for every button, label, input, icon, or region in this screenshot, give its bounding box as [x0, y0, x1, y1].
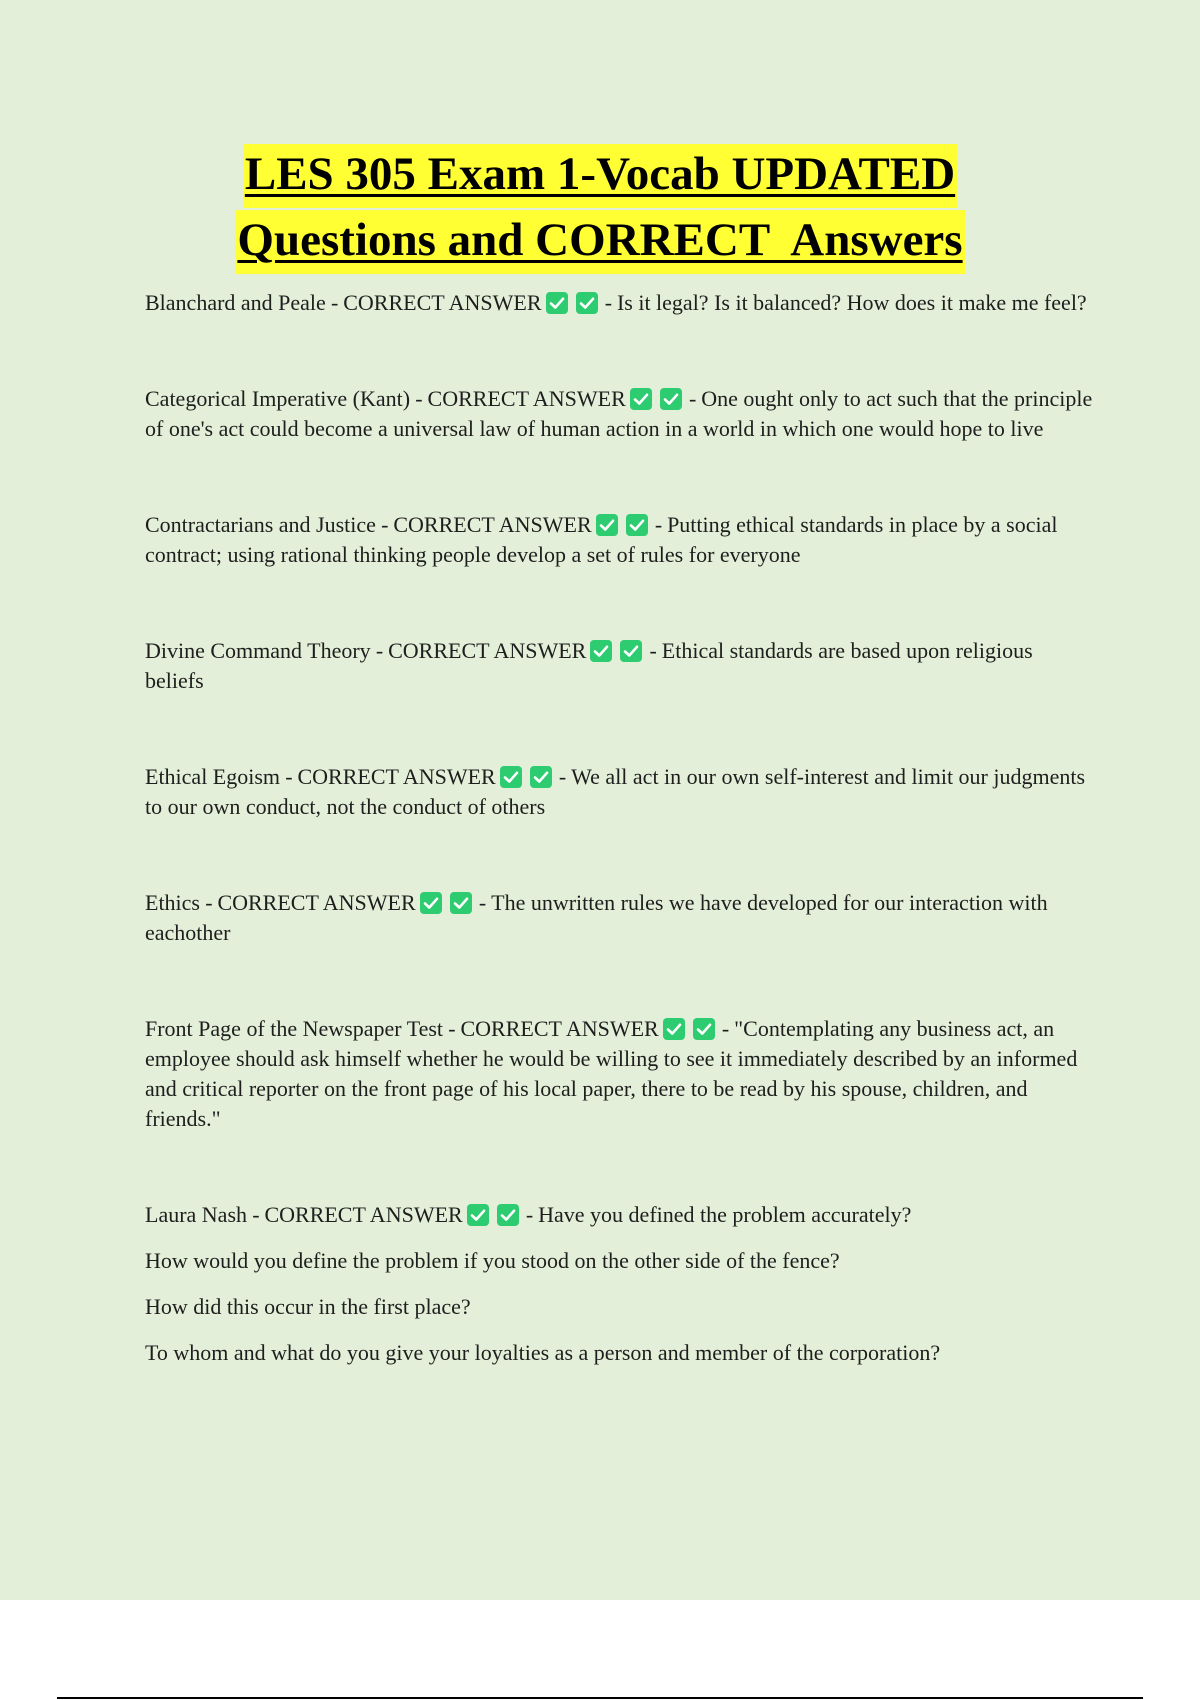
answer-label: CORRECT ANSWER [297, 764, 496, 789]
entry-term: Divine Command Theory [145, 638, 371, 663]
entry-definition: The unwritten rules we have developed for our interaction with eachother [145, 890, 1048, 945]
entry-term: Ethics [145, 890, 200, 915]
entry-extra-line: How would you define the problem if you stood on the other side of the fence? [145, 1248, 840, 1273]
check-icon [546, 292, 568, 314]
entry-term: Ethical Egoism [145, 764, 281, 789]
vocab-entry: Blanchard and Peale - CORRECT ANSWER - Is it legal? Is it balanced? How does it make me feel? [145, 290, 1087, 315]
footer-divider [57, 1697, 1143, 1699]
check-icon [693, 1018, 715, 1040]
vocab-entry: Ethics - CORRECT ANSWER - The unwritten rules we have developed for our interaction with eachother [145, 890, 1048, 945]
entry-definition: One ought only to act such that the principle of one's act could become a universal law of human action in a world in which one would hope to live [145, 386, 1093, 441]
check-icon [596, 514, 618, 536]
check-icon [530, 766, 552, 788]
check-icon [660, 388, 682, 410]
check-icon [630, 388, 652, 410]
title-line-2: Questions and CORRECT Answers [235, 210, 964, 274]
answer-label: CORRECT ANSWER [393, 512, 592, 537]
check-icon [420, 892, 442, 914]
answer-label: CORRECT ANSWER [427, 386, 626, 411]
entry-term: Contractarians and Justice [145, 512, 376, 537]
answer-label: CORRECT ANSWER [388, 638, 587, 663]
entry-definition: Is it legal? Is it balanced? How does it make me feel? [616, 290, 1087, 315]
entry-term: Blanchard and Peale [145, 290, 326, 315]
answer-label: CORRECT ANSWER [264, 1202, 463, 1227]
vocab-entry: Contractarians and Justice - CORRECT ANSWER - Putting ethical standards in place by a social contract; using rational thinking people develop a set of rules for everyone [145, 512, 1058, 567]
entry-first-line: Laura Nash - CORRECT ANSWER - Have you defined the problem accurately? [145, 1202, 912, 1227]
check-icon [620, 640, 642, 662]
answer-label: CORRECT ANSWER [217, 890, 416, 915]
check-icon [467, 1204, 489, 1226]
entry-definition: We all act in our own self-interest and limit our judgments to our own conduct, not the conduct of others [145, 764, 1086, 819]
vocab-entry: Ethical Egoism - CORRECT ANSWER - We all act in our own self-interest and limit our judgments to our own conduct, not the conduct of others [145, 764, 1086, 819]
entry-definition: Putting ethical standards in place by a social contract; using rational thinking people develop a set of rules for everyone [145, 512, 1058, 567]
vocab-entry: Categorical Imperative (Kant) - CORRECT ANSWER - One ought only to act such that the principle of one's act could become a universal law of human action in a world in which one would hope to live [145, 386, 1093, 441]
entry-term: Front Page of the Newspaper Test [145, 1016, 444, 1041]
entry-definition: Have you defined the problem accurately? [538, 1202, 912, 1227]
check-icon [500, 766, 522, 788]
answer-label: CORRECT ANSWER [460, 1016, 659, 1041]
check-icon [497, 1204, 519, 1226]
entry-definition: Ethical standards are based upon religious beliefs [145, 638, 1033, 693]
check-icon [576, 292, 598, 314]
vocab-entry [145, 1200, 1095, 1368]
entry-term: Laura Nash [145, 1202, 248, 1227]
vocab-list [145, 288, 1095, 1368]
entry-extra-line: How did this occur in the first place? [145, 1294, 471, 1319]
check-icon [663, 1018, 685, 1040]
entry-definition: "Contemplating any business act, an employee should ask himself whether he would be willing to see it immediately described by an informed and critical reporter on the front page of his local paper, there to be read by his spouse, children, and friends." [145, 1016, 1078, 1131]
check-icon [626, 514, 648, 536]
check-icon [590, 640, 612, 662]
document-title [0, 144, 1200, 274]
vocab-entry: Divine Command Theory - CORRECT ANSWER - Ethical standards are based upon religious beliefs [145, 638, 1033, 693]
answer-label: CORRECT ANSWER [343, 290, 542, 315]
entry-extra-line: To whom and what do you give your loyalties as a person and member of the corporation? [145, 1340, 941, 1365]
check-icon [450, 892, 472, 914]
vocab-entry: Front Page of the Newspaper Test - CORRECT ANSWER - "Contemplating any business act, an employee should ask himself whether he would be willing to see it immediately described by an informed and critical reporter on the front page of his local paper, there to be read by his spouse, children, and friends." [145, 1016, 1078, 1131]
title-line-1: LES 305 Exam 1-Vocab UPDATED [243, 144, 957, 208]
entry-term: Categorical Imperative (Kant) [145, 386, 411, 411]
